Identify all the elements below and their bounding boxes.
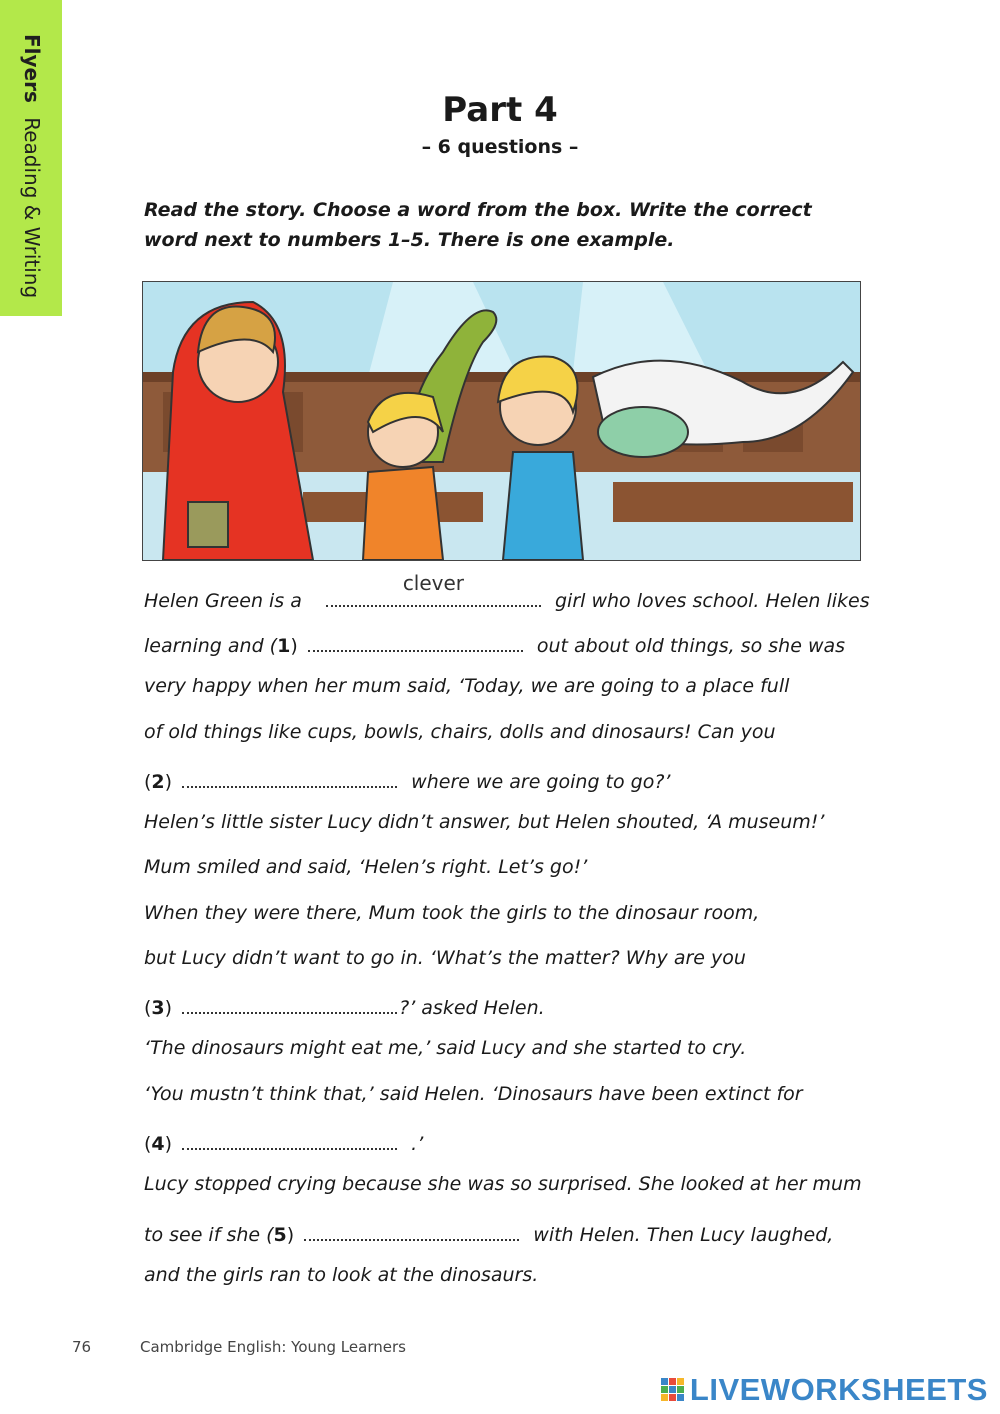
story-text-segment: Helen Green is a xyxy=(144,590,302,612)
answer-blank-1[interactable] xyxy=(308,630,523,652)
question-number: 3 xyxy=(151,997,165,1019)
story-line-1 xyxy=(144,630,874,662)
brand-name: LIVEWORKSHEETS xyxy=(689,1372,988,1407)
page-number: 76 xyxy=(72,1338,92,1356)
liveworksheets-logo xyxy=(660,1372,988,1408)
story-line-2 xyxy=(144,675,874,707)
story-text-segment: Helen’s little sister Lucy didn’t answer, but Helen shouted, ‘A museum!’ xyxy=(144,811,825,833)
museum-illustration xyxy=(142,281,861,561)
story-text-segment: out about old things, so she was xyxy=(536,635,846,657)
story-line-14 xyxy=(144,1219,874,1251)
story-line-15 xyxy=(144,1264,874,1296)
section-side-tab xyxy=(0,0,62,316)
paren-close: ) xyxy=(290,635,298,657)
question-number: 1 xyxy=(277,635,291,657)
story-line-6 xyxy=(144,856,874,888)
book-title: Cambridge English: Young Learners xyxy=(140,1338,406,1356)
story-text-segment: ?’ asked Helen. xyxy=(399,997,545,1019)
story-text-segment: very happy when her mum said, ‘Today, we are going to a place full xyxy=(144,675,790,697)
story-line-8 xyxy=(144,947,874,979)
story-line-12 xyxy=(144,1128,874,1160)
story-line-7 xyxy=(144,902,874,934)
story-line-13 xyxy=(144,1173,874,1205)
liveworksheets-icon xyxy=(660,1377,686,1403)
museum-scene-image xyxy=(143,282,860,560)
paren-close: ) xyxy=(164,771,173,793)
story-line-10 xyxy=(144,1037,874,1069)
answer-blank-4[interactable] xyxy=(182,1128,397,1150)
story-line-5 xyxy=(144,811,874,843)
section-label: Reading & Writing xyxy=(20,117,44,299)
story-text-segment: with Helen. Then Lucy laughed, xyxy=(533,1224,834,1246)
story-text-segment: When they were there, Mum took the girls to the dinosaur room, xyxy=(144,902,760,924)
story-text-segment: to see if she ( xyxy=(144,1224,274,1246)
story-text-segment: of old things like cups, bowls, chairs, dolls and dinosaurs! Can you xyxy=(144,721,776,743)
question-number: 2 xyxy=(151,771,165,793)
question-number: 4 xyxy=(151,1133,165,1155)
story-line-11 xyxy=(144,1083,874,1115)
instructions-line-2: word next to numbers 1–5. There is one example. xyxy=(144,229,675,251)
paren-close: ) xyxy=(164,1133,173,1155)
story-text-segment: where we are going to go?’ xyxy=(411,771,671,793)
story-text-segment: ‘You mustn’t think that,’ said Helen. ‘Dinosaurs have been extinct for xyxy=(144,1083,803,1105)
page-subtitle: – 6 questions – xyxy=(421,136,579,158)
instructions-line-1: Read the story. Choose a word from the box. Write the correct xyxy=(144,199,812,221)
story-line-9 xyxy=(144,992,874,1024)
level-label: Flyers xyxy=(20,34,44,103)
story-text-segment: but Lucy didn’t want to go in. ‘What’s the matter? Why are you xyxy=(144,947,746,969)
story-text-segment: learning and ( xyxy=(144,635,278,657)
paren-close: ) xyxy=(286,1224,295,1246)
answer-blank-2[interactable] xyxy=(182,766,397,788)
paren-open: ( xyxy=(144,997,152,1019)
answer-blank-3[interactable] xyxy=(182,992,397,1014)
question-number: 5 xyxy=(273,1224,287,1246)
story-text-segment: and the girls ran to look at the dinosaurs. xyxy=(144,1264,539,1286)
story-text-segment: Mum smiled and said, ‘Helen’s right. Let’s go!’ xyxy=(144,856,588,878)
story-text-segment: .’ xyxy=(411,1133,424,1155)
story-text-segment: ‘The dinosaurs might eat me,’ said Lucy and she started to cry. xyxy=(144,1037,747,1059)
story-line-4 xyxy=(144,766,874,798)
paren-open: ( xyxy=(144,1133,152,1155)
story-text-segment: girl who loves school. Helen likes xyxy=(554,590,870,612)
example-answer-word: clever xyxy=(402,571,465,595)
page-title: Part 4 xyxy=(442,90,558,130)
story-line-3 xyxy=(144,721,874,753)
answer-blank-5[interactable] xyxy=(304,1219,519,1241)
paren-open: ( xyxy=(144,771,152,793)
story-line-0 xyxy=(144,571,874,617)
paren-close: ) xyxy=(164,997,173,1019)
side-tab-label xyxy=(20,34,44,298)
example-answer-blank xyxy=(326,571,541,607)
story-text-segment: Lucy stopped crying because she was so surprised. She looked at her mum xyxy=(144,1173,862,1195)
instructions xyxy=(144,195,864,255)
